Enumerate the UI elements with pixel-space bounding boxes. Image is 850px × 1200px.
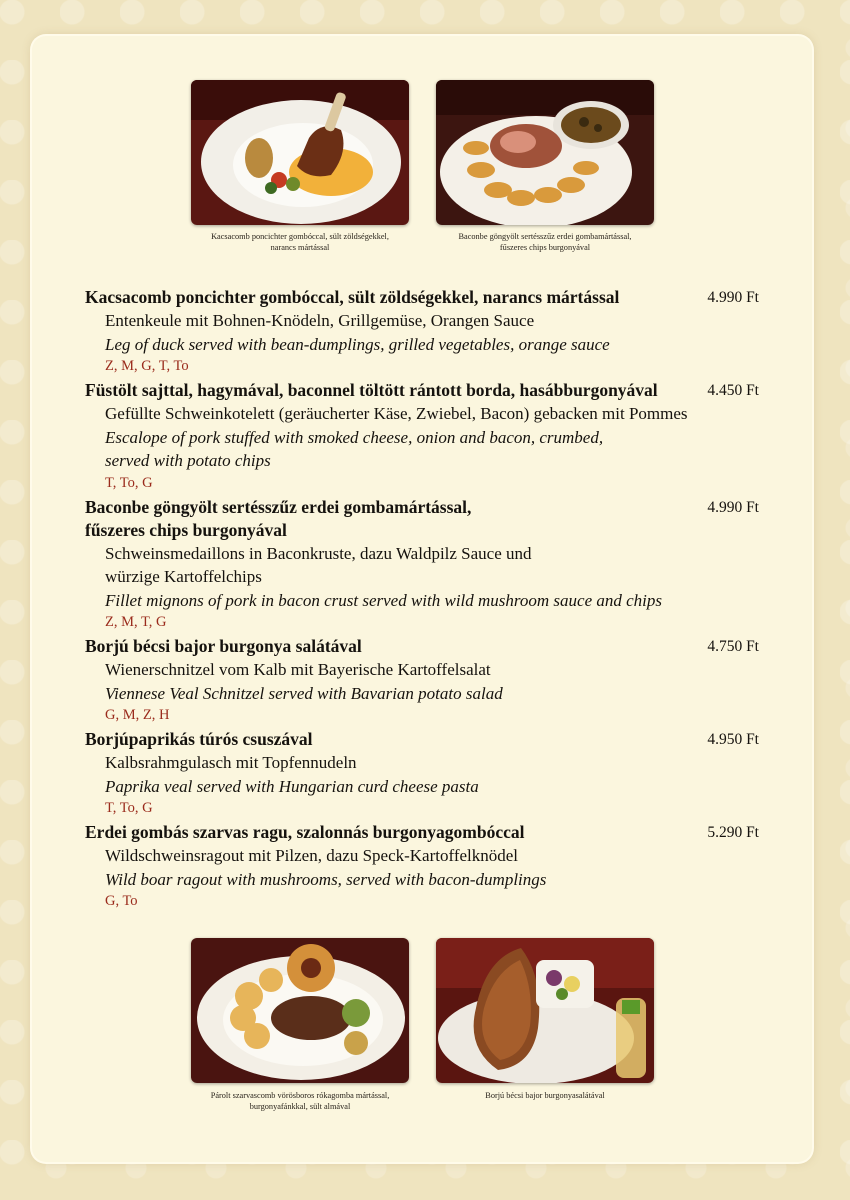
photo-caption — [425, 231, 665, 253]
dish-allergens: Z, M, G, T, To — [105, 358, 189, 374]
dish-german: Schweinsmedaillons in Baconkruste, dazu Waldpilz Sauce und — [105, 543, 532, 563]
photo-caption — [180, 1090, 420, 1112]
dish-price: 5.290 Ft — [707, 824, 759, 841]
photo-caption — [180, 231, 420, 253]
menu-item — [85, 286, 775, 376]
dish-german: Wildschweinsragout mit Pilzen, dazu Speck-Kartoffelknödel — [105, 846, 519, 865]
dish-allergens: Z, M, T, G — [105, 614, 167, 630]
photo-caption — [425, 1090, 665, 1101]
menu-item — [85, 635, 775, 725]
dish-name — [85, 379, 658, 402]
menu-item — [85, 728, 775, 818]
dish-german: Wienerschnitzel vom Kalb mit Bayerische Kartoffelsalat — [105, 660, 491, 679]
menu-list — [85, 286, 775, 914]
pork-fillet-chips-photo — [436, 80, 654, 225]
caption-line: burgonyafánkkal, sült almával — [249, 1102, 351, 1111]
dish-allergens: G, To — [105, 893, 138, 909]
dish-english: Wild boar ragout with mushrooms, served with bacon-dumplings — [105, 869, 547, 889]
dish-allergens: G, M, Z, H — [105, 707, 170, 723]
dish-allergens: T, To, G — [105, 800, 153, 816]
dish-name-line: Kacsacomb poncichter gombóccal, sült zöldségekkel, narancs mártással — [85, 287, 620, 307]
duck-leg-dish-photo — [191, 80, 409, 225]
veal-schnitzel-salad-photo — [436, 938, 654, 1083]
dish-price: 4.750 Ft — [707, 638, 759, 655]
caption-line: narancs mártással — [270, 243, 330, 252]
menu-item — [85, 821, 775, 911]
caption-line: Kacsacomb poncichter gombóccal, sült zöldségekkel, — [211, 232, 389, 241]
dish-name-line: Erdei gombás szarvas ragu, szalonnás burgonyagombóccal — [85, 822, 525, 842]
dish-german: Entenkeule mit Bohnen-Knödeln, Grillgemüse, Orangen Sauce — [105, 311, 535, 330]
caption-line: Baconbe göngyölt sertésszűz erdei gombamártással, — [458, 232, 632, 241]
dish-name — [85, 728, 313, 751]
caption-line: Borjú bécsi bajor burgonyasalátával — [485, 1091, 605, 1100]
menu-item — [85, 496, 775, 633]
dish-german: würzige Kartoffelchips — [105, 567, 262, 586]
dish-german: Kalbsrahmgulasch mit Topfennudeln — [105, 753, 357, 772]
dish-english: Paprika veal served with Hungarian curd cheese pasta — [105, 776, 479, 796]
dish-price: 4.450 Ft — [707, 382, 759, 399]
dish-name — [85, 286, 619, 309]
menu-item — [85, 379, 775, 493]
dish-name-line: Baconbe göngyölt sertésszűz erdei gombamártással, — [85, 496, 472, 517]
dish-price: 4.990 Ft — [707, 498, 759, 516]
dish-name-line: Borjúpaprikás túrós csuszával — [85, 729, 313, 749]
dish-name — [85, 496, 471, 542]
dish-german: Gefüllte Schweinkotelett (geräucherter Käse, Zwiebel, Bacon) gebacken mit Pommes — [105, 404, 688, 423]
caption-line: Párolt szarvascomb vörösboros rókagomba mártással, — [210, 1091, 390, 1100]
dish-name-line: Füstölt sajttal, hagymával, baconnel töltött rántott borda, hasábburgonyával — [85, 380, 658, 400]
dish-name-line: fűszeres chips burgonyával — [85, 519, 287, 540]
dish-price: 4.990 Ft — [707, 289, 759, 306]
dish-name — [85, 635, 362, 658]
dish-allergens: T, To, G — [105, 474, 153, 491]
venison-dumplings-photo — [191, 938, 409, 1083]
dish-english: Escalope of pork stuffed with smoked cheese, onion and bacon, crumbed, — [105, 427, 604, 447]
dish-name — [85, 821, 524, 844]
dish-name-line: Borjú bécsi bajor burgonya salátával — [85, 636, 362, 656]
dish-english: Leg of duck served with bean-dumplings, grilled vegetables, orange sauce — [105, 334, 610, 354]
dish-english: Viennese Veal Schnitzel served with Bavarian potato salad — [105, 683, 503, 703]
dish-english: served with potato chips — [105, 451, 271, 470]
dish-price: 4.950 Ft — [707, 731, 759, 748]
caption-line: fűszeres chips burgonyával — [499, 243, 591, 252]
dish-english: Fillet mignons of pork in bacon crust served with wild mushroom sauce and chips — [105, 590, 663, 610]
